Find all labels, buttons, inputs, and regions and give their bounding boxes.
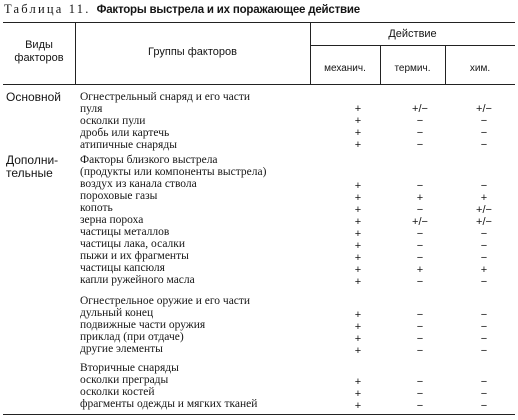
mech-value: + [354,276,362,288]
therm-value: − [416,240,424,252]
chem-value: − [480,309,488,321]
table-top-rule [3,22,515,23]
factor-name: частицы капсюля [80,262,165,274]
therm-value: − [416,376,424,388]
chem-value: + [480,264,488,276]
chem-value: − [480,400,488,412]
factor-name: пороховые газы [80,190,158,202]
table-title: Факторы выстрела и их поражающее действие [96,4,360,16]
therm-value: +/− [412,216,428,228]
factor-name: дульный конец [80,307,154,319]
therm-value: − [416,228,424,240]
chem-value: − [480,115,488,127]
group-heading-projectile: Огнестрельный снаряд и его части [80,91,251,103]
table-number: Таблица 11. [4,2,91,16]
chem-value: − [480,276,488,288]
chem-value: +/− [476,204,492,216]
kind-additional-line-1: Дополни- [6,153,59,167]
header-kinds-line-2: факторов [14,52,64,64]
therm-value: − [416,345,424,357]
therm-value: − [416,139,424,151]
factor-name: фрагменты одежды и мягких тканей [80,398,258,410]
chem-value: − [480,252,488,264]
mech-value: + [354,333,362,345]
mech-value: + [354,127,362,139]
group-subheading-close-shot: (продукты или компоненты выстрела) [80,166,267,178]
chem-value: + [480,192,488,204]
factor-name: дробь или картечь [80,127,170,139]
mech-value: + [354,115,362,127]
factor-name: воздух из канала ствола [80,178,197,190]
factor-name: пыжи и их фрагменты [80,250,189,262]
mech-value: + [354,180,362,192]
factor-name: осколки костей [80,386,155,398]
chem-value: − [480,139,488,151]
chem-value: − [480,180,488,192]
factor-name: осколки преграды [80,374,169,386]
chem-value: − [480,333,488,345]
mech-value: + [354,321,362,333]
therm-value: + [416,192,424,204]
therm-value: − [416,388,424,400]
table-caption [4,2,516,18]
mech-value: + [354,376,362,388]
chem-value: − [480,127,488,139]
chem-value: − [480,376,488,388]
table-bottom-rule [3,414,515,415]
therm-value: − [416,400,424,412]
kind-additional [6,154,58,180]
chem-value: +/− [476,216,492,228]
header-kinds-line-1: Виды [25,39,53,51]
mech-value: + [354,388,362,400]
mech-value: + [354,264,362,276]
factor-name: приклад (при отдаче) [80,331,184,343]
mech-value: + [354,103,362,115]
header-kinds [3,39,75,65]
factor-name: осколки пули [80,115,146,127]
factor-name: капли ружейного масла [80,274,195,286]
mech-value: + [354,228,362,240]
chem-value: − [480,228,488,240]
therm-value: − [416,333,424,345]
chem-value: − [480,321,488,333]
factor-name: частицы металлов [80,226,170,238]
mech-value: + [354,192,362,204]
factor-name: частицы лака, осалки [80,238,186,250]
mech-value: + [354,345,362,357]
chem-value: − [480,345,488,357]
mech-value: + [354,204,362,216]
chem-value: − [480,240,488,252]
therm-value: − [416,321,424,333]
group-heading-close-shot: Факторы близкого выстрела [80,154,218,166]
therm-value: + [416,264,424,276]
therm-value: − [416,115,424,127]
header-mechanical: механич. [324,63,366,74]
action-subheader-rule [310,45,515,46]
header-thermal: термич. [394,63,431,74]
header-chemical: хим. [469,63,491,74]
mech-value: + [354,139,362,151]
header-bottom-rule [3,84,515,85]
header-action: Действие [388,28,437,40]
group-heading-secondary: Вторичные снаряды [80,362,179,374]
therm-value: − [416,252,424,264]
therm-value: +/− [412,103,428,115]
header-groups: Группы факторов [148,46,237,58]
mech-value: + [354,309,362,321]
kind-additional-line-2: тельные [6,166,53,180]
factor-name: другие элементы [80,343,163,355]
factor-name: пуля [80,103,103,115]
chem-value: +/− [476,103,492,115]
factor-name: зерна пороха [80,214,144,226]
kind-main: Основной [6,90,62,104]
factor-name: атипичные снаряды [80,139,177,151]
therm-value: − [416,276,424,288]
therm-value: − [416,204,424,216]
mech-value: + [354,252,362,264]
therm-value: − [416,180,424,192]
mech-value: + [354,400,362,412]
therm-value: − [416,309,424,321]
mech-value: + [354,216,362,228]
mech-value: + [354,240,362,252]
factor-name: копоть [80,202,113,214]
therm-value: − [416,127,424,139]
group-heading-weapon: Огнестрельное оружие и его части [80,295,251,307]
factor-name: подвижные части оружия [80,319,206,331]
chem-value: − [480,388,488,400]
